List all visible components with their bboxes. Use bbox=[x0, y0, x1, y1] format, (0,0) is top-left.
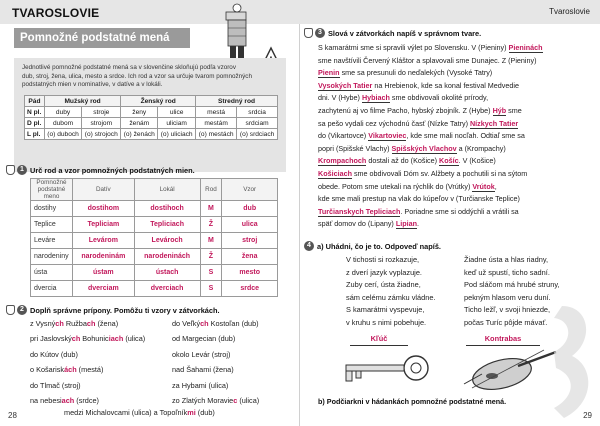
table-cell: stroje bbox=[82, 107, 121, 118]
riddle-line: Zuby cerí, ústa žiadne, bbox=[346, 280, 421, 290]
rule-line-2: dub, stroj, žena, ulica, mesto a srdce. Ich rod a vzor sa určuje tvarom pomnožných bbox=[22, 72, 252, 80]
exercise-number: 1 bbox=[17, 165, 27, 175]
item-text: S kamarátmi sme si spravili výlet po Slovensku. V (Pieniny) bbox=[318, 43, 509, 52]
item-text: (žena) bbox=[95, 319, 119, 328]
answer-text[interactable]: Pienin bbox=[318, 68, 340, 78]
answer-text[interactable]: Košíc bbox=[439, 156, 459, 166]
table-cell: ústa bbox=[31, 265, 73, 281]
table-cell: N pl. bbox=[25, 107, 45, 118]
table-header: Pomnožné podstatné meno bbox=[31, 179, 73, 201]
item-text: . V (Košice) bbox=[458, 156, 496, 166]
item-text: (žena) bbox=[210, 365, 234, 375]
item-text: (stroj) bbox=[209, 349, 231, 359]
item-text: (srdce) bbox=[74, 396, 99, 406]
text-line bbox=[318, 42, 590, 55]
answer-cell[interactable]: dub bbox=[222, 201, 278, 217]
list-item bbox=[172, 331, 296, 346]
answer-text[interactable]: Hybiach bbox=[361, 93, 390, 103]
table-cell: Teplice bbox=[31, 217, 73, 233]
answer-text[interactable]: Spišských Vlachov bbox=[391, 143, 457, 153]
key-illustration bbox=[336, 348, 432, 388]
rule-table-header: Stredný rod bbox=[196, 96, 278, 107]
item-text: pri Jaslovský bbox=[30, 334, 72, 344]
table-cell: (o) uliciach bbox=[158, 129, 196, 140]
answer-cell[interactable]: narodeninách bbox=[134, 249, 200, 265]
item-text: za Hybami bbox=[172, 380, 207, 390]
item-text: do Tlmač bbox=[30, 380, 60, 390]
item-text: zachytenú aj vo filme Pacho, hybský zbojník. Z (Hybe) bbox=[318, 105, 493, 115]
list-item bbox=[172, 347, 296, 362]
exercise-2-column-1 bbox=[30, 316, 170, 408]
item-text: sme sa presunuli do neďalekých (Vysoké Tatry) bbox=[339, 68, 493, 78]
item-text: späť domov do (Lipany) bbox=[318, 219, 396, 229]
answer-cell[interactable]: narodeninám bbox=[72, 249, 134, 265]
exercise-2-last-line bbox=[64, 408, 300, 418]
table-cell: ulice bbox=[158, 107, 196, 118]
exercise-4b-title: b) Podčiarkni v hádankách pomnožné podstatné mená. bbox=[318, 397, 507, 406]
table-header: Rod bbox=[200, 179, 222, 201]
table-cell: (o) duboch bbox=[44, 129, 81, 140]
answer-text[interactable]: c bbox=[233, 396, 238, 406]
item-text: (ulica) bbox=[123, 334, 146, 344]
text-line bbox=[318, 67, 590, 80]
table-row bbox=[31, 249, 278, 265]
exercise-1-table bbox=[30, 178, 278, 297]
table-cell: (o) strojoch bbox=[82, 129, 121, 140]
item-text: dni. V (Hybe) bbox=[318, 93, 362, 103]
answer-text[interactable]: ach bbox=[61, 396, 75, 406]
answer-text[interactable]: ch bbox=[86, 319, 96, 328]
table-cell: strojom bbox=[82, 118, 121, 129]
answer-text[interactable]: Hýb bbox=[492, 105, 507, 115]
item-text: do (Vikartovce) bbox=[318, 131, 369, 141]
exercise-3-text bbox=[318, 42, 590, 231]
item-text: sme navštívili Červený Kláštor a splavovali sme Dunajec. Z (Pieniny) bbox=[318, 55, 537, 65]
item-text: sme obdivovali okolité prírody, bbox=[389, 93, 489, 103]
writing-hand-icon bbox=[304, 28, 313, 38]
answer-cell[interactable]: M bbox=[200, 201, 222, 217]
list-item bbox=[172, 393, 296, 408]
item-text: (dub) bbox=[195, 408, 215, 417]
table-cell: dostihy bbox=[31, 201, 73, 217]
rule-table-header: Mužský rod bbox=[44, 96, 120, 107]
item-text: a (Krompachy) bbox=[456, 143, 506, 153]
item-text: . Poriadne sme si oddýchli a vrátili sa bbox=[400, 206, 519, 216]
text-line bbox=[318, 105, 590, 118]
riddle-1 bbox=[346, 254, 476, 330]
rule-table-header: Pád bbox=[25, 96, 45, 107]
text-line bbox=[318, 118, 590, 131]
exercise-title: Slová v zátvorkách napíš v správnom tvare. bbox=[328, 29, 482, 38]
table-row bbox=[31, 233, 278, 249]
exercise-title: Urč rod a vzor pomnožných podstatných mien. bbox=[30, 166, 195, 175]
table-cell: duby bbox=[44, 107, 81, 118]
table-row bbox=[25, 129, 278, 140]
item-text: kde sme mali prestup na vlak do kúpeľov v (Turčianske Teplice) bbox=[318, 194, 520, 204]
item-text: dostali až do (Košice) bbox=[366, 156, 440, 166]
answer-cell[interactable]: Levárom bbox=[72, 233, 134, 249]
riddle-line: keď už spustí, ticho sadní. bbox=[464, 267, 550, 277]
list-item bbox=[30, 393, 170, 408]
item-text: okolo Levár bbox=[172, 349, 210, 359]
riddle-line: Ticho ležľ, v svoji hniezde, bbox=[464, 305, 551, 315]
table-cell: srdciam bbox=[237, 118, 278, 129]
text-line bbox=[318, 80, 590, 93]
answer-cell[interactable]: Tepliciach bbox=[134, 217, 200, 233]
table-cell: ženy bbox=[121, 107, 158, 118]
item-text: (dub) bbox=[58, 349, 78, 359]
table-row bbox=[31, 201, 278, 217]
answer-cell[interactable]: ústam bbox=[72, 265, 134, 281]
answer-cell[interactable]: Tepliciam bbox=[72, 217, 134, 233]
item-text: (stroj) bbox=[59, 380, 81, 390]
item-text: do Kútov bbox=[30, 349, 59, 359]
answer-text[interactable]: Nízkych Tatier bbox=[469, 118, 519, 128]
answer-cell[interactable]: stroj bbox=[222, 233, 278, 249]
table-header: Vzor bbox=[222, 179, 278, 201]
list-item bbox=[172, 362, 296, 377]
text-line bbox=[318, 168, 590, 181]
answer-cell[interactable]: Levároch bbox=[134, 233, 200, 249]
item-text: popri (Spišské Vlachy) bbox=[318, 143, 392, 153]
rule-line-3: podstatných mien v nominatíve, v datíve a v lokáli. bbox=[22, 81, 163, 89]
text-line bbox=[318, 218, 590, 231]
answer-text[interactable]: Lipian bbox=[395, 219, 417, 229]
page-number: 28 bbox=[8, 411, 17, 420]
answer-text[interactable]: Krompachoch bbox=[318, 156, 367, 166]
item-text: (dub) bbox=[239, 319, 259, 328]
rule-table-header: Ženský rod bbox=[121, 96, 196, 107]
riddle-2-answer[interactable]: Kontrabas bbox=[466, 334, 540, 346]
table-cell: (o) srdciach bbox=[237, 129, 278, 140]
page-number: 29 bbox=[583, 411, 592, 420]
item-text: sa pešo vydali cez východnú časť (Nízke Tatry) bbox=[318, 118, 470, 128]
answer-cell[interactable]: dverciach bbox=[134, 281, 200, 297]
answer-cell[interactable]: dostihom bbox=[72, 201, 134, 217]
answer-text[interactable]: Vikartoviec bbox=[368, 131, 407, 141]
item-text: (ulica) bbox=[237, 396, 260, 406]
riddle-line: Pod sláčom má hrubé struny, bbox=[464, 280, 560, 290]
table-cell: (o) ženách bbox=[121, 129, 158, 140]
item-text: sme bbox=[506, 105, 522, 115]
item-text: , kde sme mali nocľah. Odtiaľ sme sa bbox=[406, 131, 525, 141]
exercise-2-column-2 bbox=[172, 316, 296, 408]
item-text: medzi Michalovcami bbox=[64, 408, 130, 417]
riddle-line: sám celému zámku vládne. bbox=[346, 292, 436, 302]
item-text: zo Zlatých Moravie bbox=[172, 396, 234, 406]
exercise-title: Doplň správne prípony. Pomôžu ti vzory v zátvorkách. bbox=[30, 306, 220, 315]
table-row bbox=[25, 107, 278, 118]
answer-cell[interactable]: M bbox=[200, 233, 222, 249]
riddle-line: v kruhu s nimi pobehuje. bbox=[346, 317, 427, 327]
exercise-number: 4 bbox=[304, 241, 314, 251]
table-cell: dubom bbox=[44, 118, 81, 129]
answer-text[interactable]: Pieninách bbox=[508, 43, 543, 52]
table-cell: ženám bbox=[121, 118, 158, 129]
item-text: Kostoľan bbox=[208, 319, 240, 328]
rule-line-1: Jednotlivé pomnožné podstatné mená sa v slovenčine skloňujú podľa vzorov bbox=[22, 64, 236, 71]
table-cell: narodeniny bbox=[31, 249, 73, 265]
list-item bbox=[30, 362, 170, 377]
answer-text[interactable]: ch bbox=[71, 334, 81, 344]
item-text: na nebesi bbox=[30, 396, 62, 406]
answer-cell[interactable]: S bbox=[200, 281, 222, 297]
table-cell: (o) mestách bbox=[196, 129, 237, 140]
topic-title: Pomnožné podstatné mená bbox=[14, 28, 190, 48]
table-cell: uliciam bbox=[158, 118, 196, 129]
item-text: (mestá) bbox=[76, 365, 104, 375]
item-text: (ulica) a Topoľník bbox=[129, 408, 188, 417]
table-cell: srdcia bbox=[237, 107, 278, 118]
riddle-line: Žiadne ústa a hlas riadny, bbox=[464, 255, 549, 264]
item-text: z Vysný bbox=[30, 319, 56, 328]
table-row bbox=[31, 281, 278, 297]
table-cell: D pl. bbox=[25, 118, 45, 129]
text-line bbox=[318, 130, 590, 143]
answer-cell[interactable]: srdce bbox=[222, 281, 278, 297]
table-row bbox=[31, 265, 278, 281]
rule-text bbox=[22, 64, 258, 90]
exercise-number: 2 bbox=[17, 305, 27, 315]
item-text: Bohunic bbox=[80, 334, 109, 344]
answer-cell[interactable]: Ž bbox=[200, 249, 222, 265]
answer-text[interactable]: Vysokých Tatier bbox=[318, 80, 373, 90]
text-line bbox=[318, 92, 590, 105]
riddle-1-answer[interactable]: Kľúč bbox=[350, 334, 408, 346]
answer-cell[interactable]: mesto bbox=[222, 265, 278, 281]
riddle-line: z dverí jazyk vyplazuje. bbox=[346, 267, 422, 277]
answer-cell[interactable]: ústach bbox=[134, 265, 200, 281]
table-header: Lokál bbox=[134, 179, 200, 201]
answer-text[interactable]: ách bbox=[64, 365, 77, 375]
list-item bbox=[30, 378, 170, 393]
exercise-number: 3 bbox=[315, 28, 325, 38]
answer-text[interactable]: mi bbox=[187, 408, 196, 417]
item-text: (dub) bbox=[216, 334, 236, 344]
list-item bbox=[30, 347, 170, 362]
writing-hand-icon bbox=[6, 305, 15, 315]
answer-text[interactable]: Košiciach bbox=[318, 168, 352, 178]
exercise-title: a) Uhádni, čo je to. Odpoveď napíš. bbox=[317, 242, 441, 251]
riddle-line: pekným hlasom veru duní. bbox=[464, 292, 551, 302]
answer-text[interactable]: Vrútok bbox=[472, 181, 495, 191]
list-item bbox=[30, 316, 170, 331]
list-item bbox=[172, 378, 296, 393]
text-line bbox=[318, 206, 590, 219]
answer-cell[interactable]: dostihoch bbox=[134, 201, 200, 217]
item-text: sme obdivovali Dóm sv. Alžbety a pochutili si na sýtom bbox=[351, 168, 528, 178]
table-cell: mestám bbox=[196, 118, 237, 129]
item-text: od Margecian bbox=[172, 334, 217, 344]
riddle-line: počas Turíc pôjde mávať. bbox=[464, 317, 548, 327]
answer-cell[interactable]: S bbox=[200, 265, 222, 281]
answer-text[interactable]: iach bbox=[108, 334, 124, 344]
text-line bbox=[318, 193, 590, 206]
item-text: na Hrebienok, kde sa konal festival Medvedie bbox=[372, 80, 519, 90]
item-text: , bbox=[494, 181, 497, 191]
answer-cell[interactable]: Ž bbox=[200, 217, 222, 233]
answer-cell[interactable]: dverciam bbox=[72, 281, 134, 297]
item-text: o Košarisk bbox=[30, 365, 65, 375]
answer-text[interactable]: ch bbox=[55, 319, 64, 328]
table-cell: L pl. bbox=[25, 129, 45, 140]
section-label: Tvaroslovie bbox=[549, 7, 590, 16]
riddle-line: V tichosti si rozkazuje, bbox=[346, 255, 420, 264]
list-item bbox=[30, 331, 170, 346]
text-line bbox=[318, 181, 590, 194]
list-item bbox=[172, 316, 296, 331]
answer-cell[interactable]: žena bbox=[222, 249, 278, 265]
table-cell: Leváre bbox=[31, 233, 73, 249]
riddle-line: S kamarátmi vyspevuje, bbox=[346, 305, 425, 315]
item-text: (ulica) bbox=[206, 380, 229, 390]
item-text: obede. Potom sme utekali na rýchlik do (Vrútky) bbox=[318, 181, 473, 191]
text-line bbox=[318, 143, 590, 156]
text-line bbox=[318, 155, 590, 168]
table-cell: dvercia bbox=[31, 281, 73, 297]
table-header: Datív bbox=[72, 179, 134, 201]
writing-hand-icon bbox=[6, 165, 15, 175]
answer-cell[interactable]: ulica bbox=[222, 217, 278, 233]
answer-text[interactable]: Turčianskych Tepliciach bbox=[318, 206, 401, 216]
table-cell: mestá bbox=[196, 107, 237, 118]
item-text: . bbox=[416, 219, 419, 229]
item-text: do Veľký bbox=[172, 319, 201, 328]
rule-table bbox=[24, 95, 278, 140]
item-text: nad Šahami bbox=[172, 365, 211, 375]
answer-text[interactable]: ch bbox=[200, 319, 209, 328]
item-text: Ružba bbox=[63, 319, 87, 328]
table-row bbox=[31, 217, 278, 233]
table-row bbox=[25, 118, 278, 129]
decorative-figure-icon bbox=[532, 296, 598, 424]
text-line bbox=[318, 55, 590, 68]
section-title: TVAROSLOVIE bbox=[12, 6, 100, 20]
